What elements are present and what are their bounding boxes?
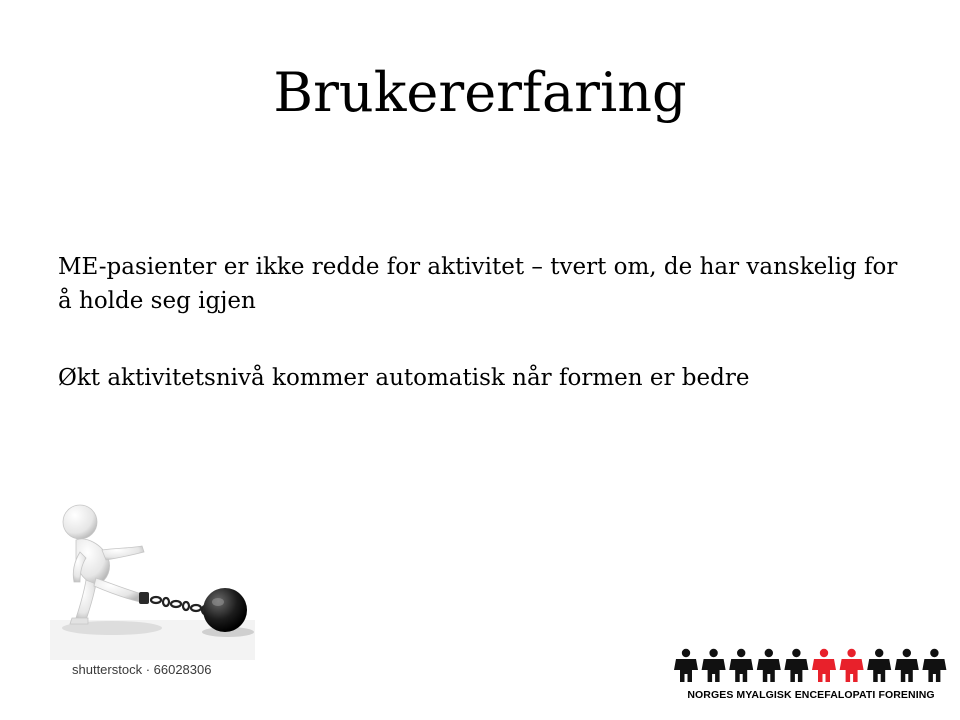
people-row-logo-icon: [672, 648, 950, 684]
logo-figure: [812, 649, 836, 682]
organization-logo: [672, 648, 950, 706]
logo-figure: [840, 649, 864, 682]
slide-title: Brukererfaring: [273, 61, 687, 124]
figure-chained-to-ball-icon: [50, 500, 255, 660]
logo-figure: [922, 649, 946, 682]
bullet-item: ME-pasienter er ikke redde for aktivitet – tvert om, de har vanskelig for å holde seg igjen: [58, 254, 898, 314]
organization-name: NORGES MYALGISK ENCEFALOPATI FORENING: [687, 689, 935, 701]
logo-figure: [674, 649, 698, 682]
logo-figure: [895, 649, 919, 682]
logo-figure: [784, 649, 808, 682]
bullet-item: Økt aktivitetsnivå kommer automatisk når formen er bedre: [58, 365, 750, 391]
bullet-list: [58, 250, 908, 438]
logo-figure: [702, 649, 726, 682]
logo-figure: [867, 649, 891, 682]
logo-figure: [757, 649, 781, 682]
stock-watermark: shutterstock · 66028306: [72, 662, 212, 677]
logo-figure: [729, 649, 753, 682]
